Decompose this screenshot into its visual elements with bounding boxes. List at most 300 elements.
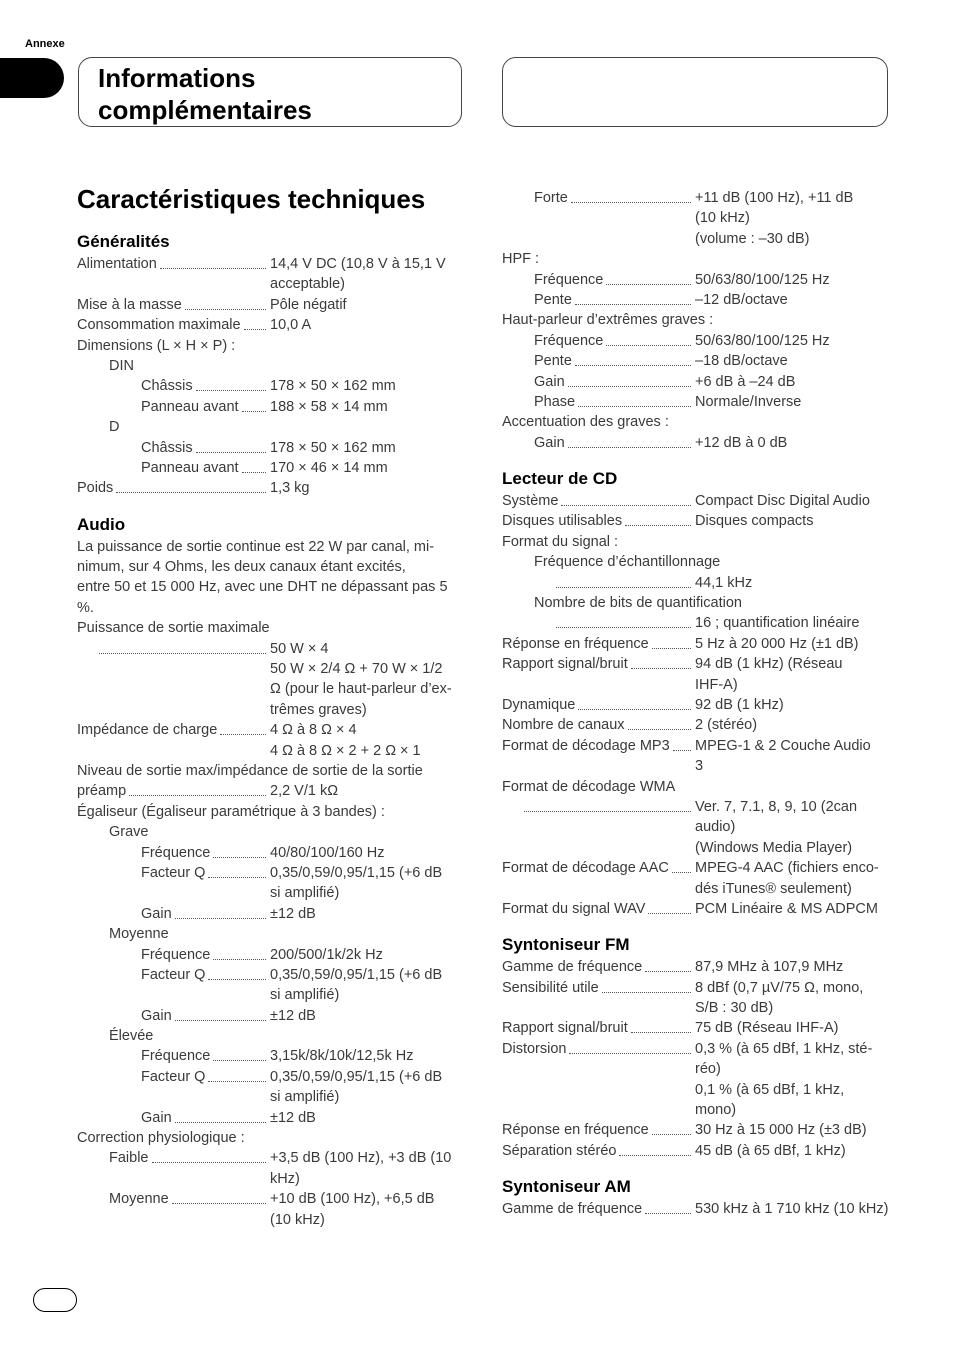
spec-label-text: Poids [77,480,114,497]
spec-label [141,945,266,965]
spec-label-text: Châssis [141,378,193,395]
spec-label-text: Pente [534,291,572,308]
spec-row [502,270,902,290]
spec-row [77,557,467,577]
spec-label [141,1108,266,1128]
spec-label-text: Nombre de canaux [502,717,625,734]
spec-value: mono) [695,1102,737,1119]
spec-text: La puissance de sortie continue est 22 W par canal, mi- [77,538,435,555]
spec-label [502,511,691,531]
spec-value: Ver. 7, 7.1, 8, 9, 10 (2can [695,798,858,815]
dot-leader [208,863,266,878]
spec-row [77,356,467,376]
spec-label-text: Gain [141,905,172,922]
dot-leader [571,188,691,203]
dot-leader [244,315,266,330]
spec-row [502,613,902,633]
spec-text: HPF : [502,251,540,268]
spec-label-text: Facteur Q [141,966,206,983]
spec-row [77,458,467,478]
spec-row [77,863,467,883]
spec-value: audio) [695,819,736,836]
spec-label [502,736,691,756]
spec-row [77,417,467,437]
dot-leader [242,458,266,473]
spec-value: S/B : 30 dB) [695,1000,774,1017]
spec-row [502,552,902,572]
spec-value: 3,15k/8k/10k/12,5k Hz [270,1048,414,1065]
spec-row [502,675,902,695]
spec-row [502,756,902,776]
dot-leader [208,965,266,980]
spec-label [502,858,691,878]
dot-leader [175,1108,266,1123]
dot-leader [652,634,691,649]
spec-label-text: Gain [534,434,565,451]
spec-value: 1,3 kg [270,480,310,497]
spec-label-text: Dynamique [502,696,576,713]
spec-label [141,904,266,924]
spec-value: +12 dB à 0 dB [695,434,788,451]
spec-row [77,315,467,335]
spec-row [77,577,467,597]
spec-row [502,858,902,878]
spec-value: réo) [695,1061,721,1078]
spec-label-text: Fréquence [141,946,211,963]
spec-value: 4 Ω à 8 Ω × 4 [270,722,357,739]
spec-row [77,336,467,356]
spec-label-text: Consommation maximale [77,317,241,334]
spec-row [502,1080,902,1100]
spec-row [77,985,467,1005]
spec-row [502,1141,902,1161]
spec-row [77,1046,467,1066]
spec-row [77,1108,467,1128]
spec-label-text: Facteur Q [141,1068,206,1085]
spec-row [77,822,467,842]
spec-label-text: Réponse en fréquence [502,1122,649,1139]
spec-label [553,573,691,588]
spec-label [502,1141,691,1161]
spec-row [77,1087,467,1107]
spec-row [502,715,902,735]
spec-text: DIN [109,357,134,374]
spec-value: 14,4 V DC (10,8 V à 15,1 V [270,256,446,272]
spec-value: 170 × 46 × 14 mm [270,459,388,476]
spec-label [534,433,691,453]
spec-label [141,843,266,863]
spec-label-text: Rapport signal/bruit [502,1020,628,1037]
spec-label [141,1006,266,1026]
spec-row [77,1026,467,1046]
spec-label [553,613,691,628]
spec-row [502,1100,902,1120]
spec-value: 5 Hz à 20 000 Hz (±1 dB) [695,635,859,652]
spec-row [77,659,467,679]
spec-label-text: Distorsion [502,1040,567,1057]
spec-label [77,781,266,801]
spec-row [77,741,467,761]
dot-leader [116,478,266,493]
spec-row [77,965,467,985]
spec-label [96,639,266,654]
spec-row [502,188,902,208]
spec-label [502,978,691,998]
dot-leader [672,858,691,873]
spec-row [77,761,467,781]
spec-value: acceptable) [270,276,345,293]
dot-leader [129,781,266,796]
spec-row [77,720,467,740]
spec-row [77,295,467,315]
spec-text: Élevée [109,1028,154,1045]
spec-label [534,290,691,310]
spec-column-right [502,188,902,1220]
spec-value: kHz) [270,1170,300,1187]
spec-value: si amplifié) [270,1089,340,1106]
spec-label-text: Système [502,493,559,510]
spec-row [77,781,467,801]
spec-value: 188 × 58 × 14 mm [270,398,388,415]
spec-row [77,843,467,863]
spec-row [77,639,467,659]
spec-value: 92 dB (1 kHz) [695,696,784,713]
spec-row [502,351,902,371]
dot-leader [578,695,691,710]
spec-row [502,310,902,330]
spec-text: D [109,419,120,436]
spec-row [77,1128,467,1148]
spec-label [77,478,266,498]
dot-leader [648,899,691,914]
spec-label [534,270,691,290]
spec-value: 200/500/1k/2k Hz [270,946,383,963]
section-gap [502,1161,902,1175]
dot-leader [568,433,691,448]
spec-value: (10 kHz) [270,1211,325,1228]
spec-text: Niveau de sortie max/impédance de sortie de la sortie [77,762,423,779]
page-number-badge [33,1288,77,1312]
spec-label [534,331,691,351]
spec-row [502,1199,902,1219]
dot-leader [220,720,266,735]
spec-label [141,863,266,883]
spec-text: Dimensions (L × H × P) : [77,337,236,354]
spec-label [521,797,691,812]
spec-row [77,1189,467,1209]
dot-leader [185,295,266,310]
spec-label [77,720,266,740]
dot-leader [628,715,691,730]
dot-leader [556,613,691,628]
spec-row [502,797,902,817]
spec-row [77,802,467,822]
spec-value: 3 [695,758,704,775]
spec-row [502,899,902,919]
spec-label [141,376,266,396]
spec-label [502,654,691,674]
dot-leader [631,1018,691,1033]
dot-leader [568,372,691,387]
section-gap [502,453,902,467]
spec-column-left [77,230,467,1230]
spec-row [502,290,902,310]
spec-label [502,1120,691,1140]
spec-label-text: Faible [109,1150,149,1167]
spec-value: ±12 dB [270,905,316,922]
spec-row [502,372,902,392]
spec-label-text: préamp [77,783,127,800]
spec-value: Normale/Inverse [695,393,802,410]
spec-label [534,351,691,371]
spec-row [502,1018,902,1038]
spec-row [77,700,467,720]
spec-row [502,1120,902,1140]
spec-row [502,978,902,998]
dot-leader [556,573,691,588]
spec-row [502,957,902,977]
spec-value: 75 dB (Réseau IHF-A) [695,1020,839,1037]
spec-text: Correction physiologique : [77,1130,245,1147]
spec-label-text: Châssis [141,439,193,456]
spec-label [141,1046,266,1066]
spec-label [534,188,691,208]
spec-value: Ω (pour le haut-parleur d’ex- [270,681,452,698]
spec-value: (10 kHz) [695,210,750,227]
spec-label [109,1148,266,1168]
chapter-title-box [78,57,462,127]
spec-label [534,392,691,412]
spec-label-text: Fréquence [141,844,211,861]
spec-value: ±12 dB [270,1007,316,1024]
dot-leader [625,511,691,526]
spec-label [77,295,266,315]
dot-leader [208,1067,266,1082]
spec-value: 45 dB (à 65 dBf, 1 kHz) [695,1142,846,1159]
spec-row [77,274,467,294]
spec-value: 0,35/0,59/0,95/1,15 (+6 dB [270,966,443,983]
spec-label [141,458,266,478]
spec-row [502,229,902,249]
dot-leader [160,254,266,269]
spec-label [502,1039,691,1059]
spec-value: 87,9 MHz à 107,9 MHz [695,959,844,976]
spec-row [77,438,467,458]
spec-row [77,883,467,903]
spec-value: Pôle négatif [270,296,347,313]
dot-leader [175,904,266,919]
spec-label [534,372,691,392]
spec-row [77,254,467,274]
dot-leader [561,491,691,506]
spec-section-heading: Syntoniseur FM [502,935,630,955]
dot-leader [575,351,691,366]
spec-label-text: Phase [534,393,576,410]
spec-label [502,715,691,735]
spec-row [502,695,902,715]
section-gap [77,499,467,513]
spec-label-text: Impédance de charge [77,722,218,739]
spec-section-heading: Syntoniseur AM [502,1177,631,1197]
spec-value: 0,1 % (à 65 dBf, 1 kHz, [695,1081,845,1098]
spec-label [77,254,266,274]
spec-row [502,817,902,837]
spec-label-text: Alimentation [77,256,157,272]
spec-value: PCM Linéaire & MS ADPCM [695,900,878,917]
spec-value: 8 dBf (0,7 µV/75 Ω, mono, [695,979,864,996]
spec-text: Nombre de bits de quantification [534,595,742,612]
spec-row [77,537,467,557]
spec-label-text: Format du signal WAV [502,900,646,917]
spec-label-text: Fréquence [141,1048,211,1065]
spec-value: 2,2 V/1 kΩ [270,783,339,800]
spec-row [502,249,902,269]
chapter-title: Informations complémentaires [98,63,312,125]
dot-leader [213,1046,266,1061]
spec-text: Haut-parleur d’extrêmes graves : [502,312,714,329]
spec-value: Disques compacts [695,513,814,530]
spec-label-text: Réponse en fréquence [502,635,649,652]
dot-leader [673,736,691,751]
spec-label-text: Gamme de fréquence [502,959,643,976]
spec-row [77,1067,467,1087]
dot-leader [645,1199,691,1214]
spec-value: 4 Ω à 8 Ω × 2 + 2 Ω × 1 [270,742,421,759]
spec-section-heading: Lecteur de CD [502,469,618,489]
spec-value: (Windows Media Player) [695,839,853,856]
spec-value: IHF-A) [695,676,738,693]
spec-label [502,634,691,654]
dot-leader [575,290,691,305]
spec-label-text: Mise à la masse [77,296,182,313]
spec-row [502,392,902,412]
dot-leader [213,843,266,858]
spec-label [502,695,691,715]
spec-value: si amplifié) [270,987,340,1004]
spec-label [141,438,266,458]
spec-value: 50/63/80/100/125 Hz [695,332,830,349]
spec-label [502,957,691,977]
spec-label-text: Gain [534,373,565,390]
spec-value: 94 dB (1 kHz) (Réseau [695,656,843,673]
spec-row [502,573,902,593]
spec-label-text: Panneau avant [141,398,239,415]
spec-row [77,376,467,396]
spec-row [502,511,902,531]
spec-value: 16 ; quantification linéaire [695,615,860,632]
spec-label-text: Forte [534,190,568,206]
dot-leader [578,392,691,407]
spec-value: –12 dB/octave [695,291,788,308]
dot-leader [196,376,266,391]
spec-text: nimum, sur 4 Ohms, les deux canaux étant excités, [77,559,406,576]
dot-leader [175,1006,266,1021]
dot-leader [524,797,691,812]
spec-text: Moyenne [109,926,169,943]
dot-leader [631,654,691,669]
spec-label-text: Fréquence [534,332,604,349]
dot-leader [602,978,691,993]
spec-row [77,618,467,638]
spec-row [77,478,467,498]
spec-row [502,433,902,453]
spec-row [502,998,902,1018]
spec-row [77,679,467,699]
spec-label-text: Fréquence [534,271,604,288]
spec-label [141,965,266,985]
spec-row [77,598,467,618]
spec-row [502,879,902,899]
spec-label-text: Facteur Q [141,864,206,881]
spec-text: Format du signal : [502,533,619,550]
spec-value: 530 kHz à 1 710 kHz (10 kHz) [695,1201,889,1218]
spec-label-text: Moyenne [109,1191,169,1208]
spec-row [502,208,902,228]
empty-title-box [502,57,888,127]
spec-label [502,1199,691,1219]
section-label: Annexe [25,38,65,50]
spec-value: 50/63/80/100/125 Hz [695,271,830,288]
spec-row [502,491,902,511]
spec-row [77,924,467,944]
spec-value: 178 × 50 × 162 mm [270,378,396,395]
dot-leader [569,1039,691,1054]
dot-leader [606,331,691,346]
spec-label [502,899,691,919]
spec-value: 0,35/0,59/0,95/1,15 (+6 dB [270,1068,443,1085]
spec-label-text: Format de décodage MP3 [502,737,670,754]
spec-row [502,532,902,552]
spec-text: Égaliseur (Égaliseur paramétrique à 3 bandes) : [77,803,385,820]
spec-label-text: Séparation stéréo [502,1142,617,1159]
spec-value: +3,5 dB (100 Hz), +3 dB (10 [270,1150,452,1167]
spec-label-text: Gain [141,1109,172,1126]
section-tab [0,58,64,98]
spec-value: 50 W × 4 [270,640,329,657]
spec-label-text: Panneau avant [141,459,239,476]
spec-value: 0,35/0,59/0,95/1,15 (+6 dB [270,864,443,881]
spec-section-heading: Audio [77,514,126,534]
spec-label-text: Rapport signal/bruit [502,656,628,673]
spec-value: Compact Disc Digital Audio [695,493,870,510]
dot-leader [213,945,266,960]
spec-value: ±12 dB [270,1109,316,1126]
dot-leader [619,1141,691,1156]
spec-value: dés iTunes® seulement) [695,880,852,897]
spec-label [141,397,266,417]
spec-label-text: Pente [534,353,572,370]
spec-label [141,1067,266,1087]
spec-section-heading: Généralités [77,232,170,251]
spec-label-text: Sensibilité utile [502,979,599,996]
spec-label-text: Gamme de fréquence [502,1201,643,1218]
spec-row [502,838,902,858]
spec-row [502,593,902,613]
spec-value: 2 (stéréo) [695,717,758,734]
spec-label-text: Format de décodage AAC [502,860,669,877]
spec-text: entre 50 et 15 000 Hz, avec une DHT ne dépassant pas 5 [77,579,448,596]
spec-text: Grave [109,824,149,841]
dot-leader [172,1189,266,1204]
spec-value: 178 × 50 × 162 mm [270,439,396,456]
section-gap [502,919,902,933]
spec-value: si amplifié) [270,885,340,902]
spec-row [502,634,902,654]
spec-value: 0,3 % (à 65 dBf, 1 kHz, sté- [695,1040,873,1057]
spec-row [502,1059,902,1079]
dot-leader [196,438,266,453]
spec-row [502,654,902,674]
